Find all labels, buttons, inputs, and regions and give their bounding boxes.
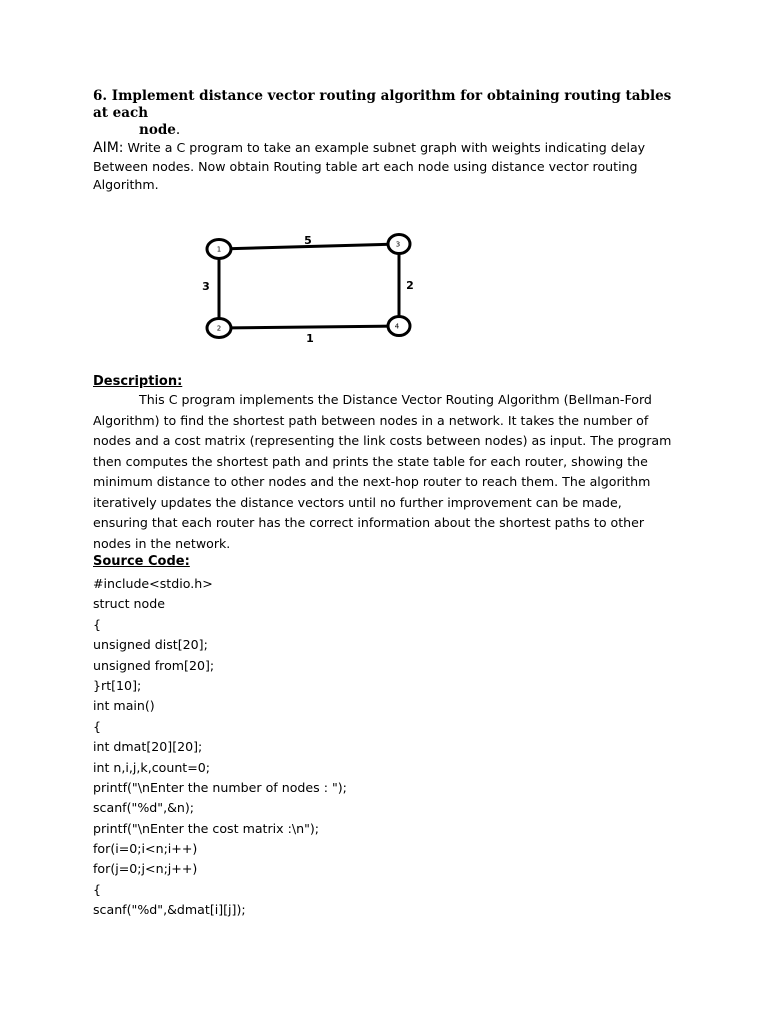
- code-line: int dmat[20][20];: [93, 739, 203, 755]
- code-line: printf("\nEnter the cost matrix :\n");: [93, 820, 320, 836]
- source-code-block: [93, 574, 683, 921]
- heading-line-2-suffix: .: [175, 122, 181, 138]
- code-line: unsigned dist[20];: [93, 637, 208, 653]
- code-line: for(i=0;i<n;i++): [93, 841, 198, 857]
- subnet-graph: [190, 225, 430, 350]
- source-code-title: Source Code:: [93, 554, 190, 569]
- graph-node-label: 1: [216, 245, 222, 254]
- description-line: then computes the shortest path and prints the state table for each router, showing the: [93, 453, 648, 469]
- description-line: nodes and a cost matrix (representing the link costs between nodes) as input. The program: [93, 433, 672, 448]
- page-heading: [93, 88, 673, 139]
- code-line: printf("\nEnter the number of nodes : ");: [93, 779, 347, 795]
- graph-edge-weight: 5: [304, 234, 312, 247]
- code-line: for(j=0;j<n;j++): [93, 861, 198, 877]
- graph-edge-2-4: [219, 326, 399, 328]
- description-line: nodes in the network.: [93, 535, 231, 551]
- code-line: {: [93, 881, 102, 897]
- description-line: iteratively updates the distance vectors until no further improvement can be made,: [93, 494, 622, 510]
- code-line: scanf("%d",&n);: [93, 800, 195, 816]
- description-body: [93, 390, 683, 554]
- heading-line-2-text: node: [139, 122, 176, 138]
- aim-line: [93, 139, 673, 158]
- code-line: struct node: [93, 596, 165, 612]
- description-line: This C program implements the Distance Vector Routing Algorithm (Bellman-Ford: [139, 392, 652, 407]
- heading-line-1: 6. Implement distance vector routing algorithm for obtaining routing tables at each: [93, 88, 672, 121]
- aim-text: Write a C program to take an example subnet graph with weights indicating delay: [123, 140, 646, 155]
- code-line: #include<stdio.h>: [93, 576, 213, 591]
- aim-section: [93, 139, 673, 195]
- description-line: Algorithm) to find the shortest path between nodes in a network. It takes the number of: [93, 412, 649, 428]
- code-line: unsigned from[20];: [93, 657, 215, 673]
- graph-node-label: 2: [216, 324, 222, 333]
- heading-line-2: [93, 122, 673, 139]
- code-line: {: [93, 616, 102, 632]
- description-line: minimum distance to other nodes and the next-hop router to reach them. The algorithm: [93, 474, 651, 489]
- code-line: scanf("%d",&dmat[i][j]);: [93, 902, 246, 918]
- aim-label: AIM:: [93, 140, 124, 156]
- graph-node-label: 4: [394, 322, 400, 331]
- code-line: int n,i,j,k,count=0;: [93, 759, 211, 775]
- graph-edge-weight: 1: [306, 332, 314, 345]
- graph-edge-weight: 2: [406, 279, 414, 292]
- description-title: Description:: [93, 374, 183, 389]
- code-line: int main(): [93, 698, 155, 714]
- aim-line: Between nodes. Now obtain Routing table art each node using distance vector routing: [93, 158, 638, 174]
- graph-node-label: 3: [395, 240, 401, 249]
- description-line: ensuring that each router has the correct information about the shortest paths to other: [93, 515, 645, 530]
- code-line: {: [93, 718, 102, 734]
- graph-edge-weight: 3: [202, 280, 210, 293]
- aim-line: Algorithm.: [93, 177, 159, 192]
- code-line: }rt[10];: [93, 677, 142, 693]
